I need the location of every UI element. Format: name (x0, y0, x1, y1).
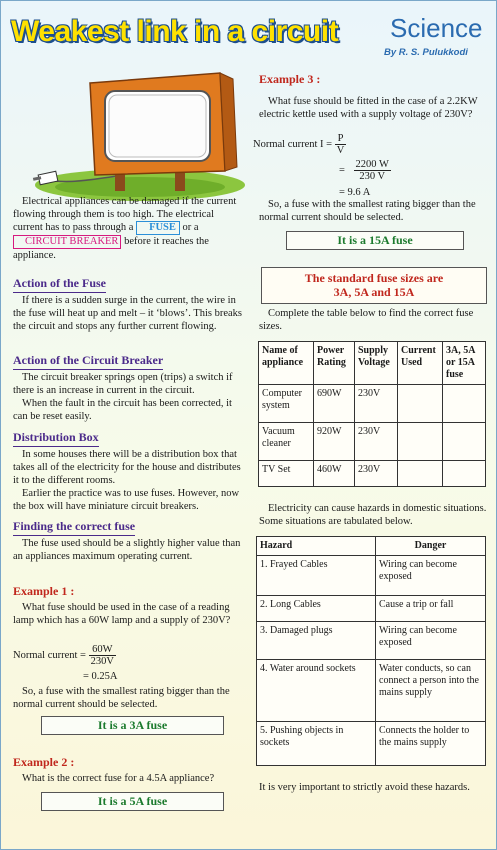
voltage-cell: 230V (355, 423, 398, 461)
finding-fuse-heading: Finding the correct fuse (13, 519, 135, 536)
fuse-size-table (258, 341, 486, 487)
example3-heading: Example 3 : (259, 72, 321, 86)
fuse-cell[interactable] (443, 385, 486, 423)
example1-result: = 0.25A (83, 671, 118, 682)
table-row (259, 423, 486, 461)
danger-header: Danger (376, 537, 486, 556)
voltage-cell: 230V (355, 461, 398, 487)
example1-fraction (89, 644, 116, 667)
fuse-table-header: Name of appliance (259, 342, 314, 385)
hazard-intro: Electricity can cause hazards in domestic situations. Some situations are tabulated below. (259, 503, 487, 527)
example3-conclusion: So, a fuse with the smallest rating bigger than the normal current should be selected. (259, 199, 476, 223)
tv-cabinet (90, 73, 237, 175)
fuse-action-text: If there is a sudden surge in the current, the wire in the fuse will heat up and melt – it ‘blows’. This breaks the circuit and stops any further current flowing. (13, 295, 243, 332)
intro-paragraph (13, 195, 245, 262)
hazard-table-header-row (257, 537, 486, 556)
example1-question: What fuse should be used in the case of a reading lamp which has a 60W lamp and a supply of 230V? (13, 602, 231, 626)
grass-shade (55, 177, 225, 197)
example3-formula (253, 133, 489, 156)
hazard-cell: 4. Water around sockets (257, 660, 376, 722)
subject-label: Science (390, 13, 483, 43)
example1-answer-box: It is a 3A fuse (41, 716, 224, 735)
author-byline: By R. S. Pulukkodi (384, 47, 468, 58)
power-cell: 460W (314, 461, 355, 487)
standard-line2: 3A, 5A and 15A (333, 285, 415, 299)
table-row (257, 556, 486, 596)
fuse-table-header: Supply Voltage (355, 342, 398, 385)
example3-lhs: Normal current I = (253, 138, 333, 150)
fuse-tag: FUSE (136, 221, 180, 235)
table-row (257, 622, 486, 660)
power-cell: 690W (314, 385, 355, 423)
example1-conclusion: So, a fuse with the smallest rating bigger than the normal current should be selected. (13, 686, 230, 710)
example1-lhs: Normal current = (13, 649, 86, 661)
standard-line1: The standard fuse sizes are (304, 271, 444, 285)
example3-substitution (339, 159, 391, 182)
tv-illustration (15, 63, 247, 203)
example1-formula (13, 644, 245, 667)
danger-cell: Connects the holder to the mains supply (376, 722, 486, 766)
danger-cell: Cause a trip or fall (376, 596, 486, 622)
table-row (257, 660, 486, 722)
distribution-box-heading: Distribution Box (13, 430, 99, 447)
fuse-table-header: 3A, 5A or 15A fuse (443, 342, 486, 385)
appliance-cell: TV Set (259, 461, 314, 487)
circuit-breaker-text: The circuit breaker springs open (trips) a switch if there is an increase in current in the circuit. When the fault in the circuit has been corrected, it can be reset easily. (13, 372, 233, 422)
hazard-cell: 2. Long Cables (257, 596, 376, 622)
hazard-table (256, 536, 486, 766)
hazard-cell: 5. Pushing objects in sockets (257, 722, 376, 766)
fuse-action-heading: Action of the Fuse (13, 276, 106, 293)
distribution-box-text: In some houses there will be a distribution box that takes all of the electricity for the house and distributes it to the different rooms. Earlier the practice was to use fuses. However, now the box will have miniature circuit breakers. (13, 449, 241, 512)
example3-p: P (335, 133, 347, 145)
standard-fuse-sizes-box (261, 267, 487, 304)
intro-text-end: before it reaches the appliance. (13, 236, 209, 261)
table-intro: Complete the table below to find the correct fuse sizes. (259, 308, 474, 332)
power-cell: 920W (314, 423, 355, 461)
table-row (259, 461, 486, 487)
example1-heading: Example 1 : (13, 584, 75, 598)
example2-heading: Example 2 : (13, 755, 75, 769)
current-cell[interactable] (398, 385, 443, 423)
table-row (259, 385, 486, 423)
hazard-cell: 3. Damaged plugs (257, 622, 376, 660)
current-cell[interactable] (398, 461, 443, 487)
example3-pv-fraction (335, 133, 347, 156)
intro-or: or a (182, 222, 199, 233)
voltage-cell: 230V (355, 385, 398, 423)
table-row (257, 596, 486, 622)
closing-note: It is very important to strictly avoid these hazards. (259, 782, 470, 793)
table-row (257, 722, 486, 766)
intro-text-start: Electrical appliances can be damaged if the current flowing through them is too high. The electrical current has to pass through a (13, 196, 237, 233)
finding-fuse-text: The fuse used should be a slightly higher value than an appliances maximum operating current. (13, 538, 241, 562)
example3-numerator: 2200 W (355, 159, 389, 170)
fuse-cell[interactable] (443, 461, 486, 487)
page-title: Weakest link in a circuit (11, 15, 339, 48)
circuit-breaker-heading: Action of the Circuit Breaker (13, 353, 163, 370)
current-cell[interactable] (398, 423, 443, 461)
example3-v: V (336, 145, 345, 156)
example3-question: What fuse should be fitted in the case of a 2.2KW electric kettle used with a supply voltage of 230V? (259, 96, 478, 120)
danger-cell: Wiring can become exposed (376, 556, 486, 596)
fuse-table-header: Current Used (398, 342, 443, 385)
fuse-table-header-row (259, 342, 486, 385)
example3-answer-box: It is a 15A fuse (286, 231, 464, 250)
fuse-table-header: Power Rating (314, 342, 355, 385)
danger-cell: Water conducts, so can connect a person into the mains supply (376, 660, 486, 722)
hazard-header: Hazard (257, 537, 376, 556)
example1-numerator: 60W (89, 644, 116, 656)
example3-equals: = (339, 164, 345, 176)
example2-question: What is the correct fuse for a 4.5A appliance? (22, 773, 215, 784)
example3-denominator: 230 V (359, 171, 386, 182)
appliance-cell: Computer system (259, 385, 314, 423)
example3-result: = 9.6 A (339, 187, 371, 198)
example3-value-fraction (354, 159, 391, 182)
example1-denominator: 230V (90, 656, 114, 667)
appliance-cell: Vacuum cleaner (259, 423, 314, 461)
fuse-cell[interactable] (443, 423, 486, 461)
hazard-cell: 1. Frayed Cables (257, 556, 376, 596)
danger-cell: Wiring can become exposed (376, 622, 486, 660)
example2-answer-box: It is a 5A fuse (41, 792, 224, 811)
circuit-breaker-tag: CIRCUIT BREAKER (13, 235, 121, 249)
